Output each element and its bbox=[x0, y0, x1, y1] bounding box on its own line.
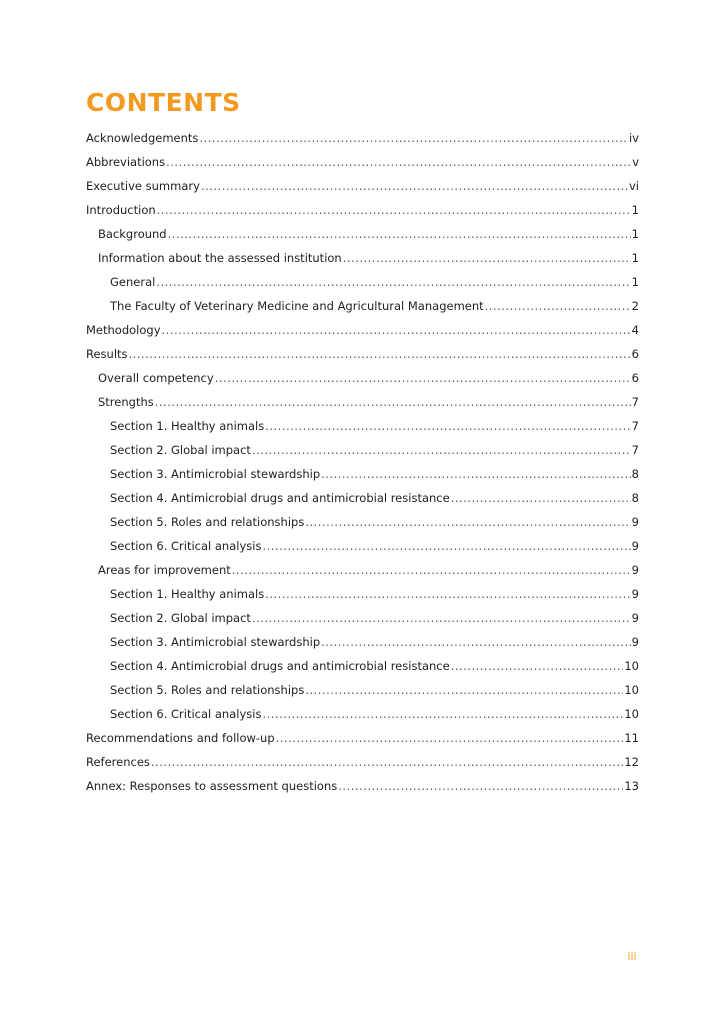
toc-entry-page: 8 bbox=[631, 467, 639, 481]
dot-leader bbox=[262, 702, 623, 726]
toc-entry[interactable] bbox=[86, 750, 639, 774]
toc-entry-label: Introduction bbox=[86, 203, 156, 217]
toc-entry[interactable] bbox=[86, 222, 639, 246]
dot-leader bbox=[199, 126, 628, 150]
toc-entry-label: Background bbox=[98, 227, 167, 241]
toc-entry-label: Section 3. Antimicrobial stewardship bbox=[110, 635, 321, 649]
toc-entry[interactable] bbox=[86, 726, 639, 750]
dot-leader bbox=[321, 462, 631, 486]
toc-entry[interactable] bbox=[86, 606, 639, 630]
dot-leader bbox=[157, 198, 631, 222]
toc-entry-page: iv bbox=[628, 131, 639, 145]
toc-entry-label: Methodology bbox=[86, 323, 161, 337]
toc-entry[interactable] bbox=[86, 174, 639, 198]
dot-leader bbox=[232, 558, 631, 582]
toc-entry-label: Strengths bbox=[98, 395, 154, 409]
dot-leader bbox=[252, 438, 631, 462]
toc-entry-page: v bbox=[632, 155, 639, 169]
toc-entry-page: 1 bbox=[631, 227, 639, 241]
toc-entry-page: 9 bbox=[631, 563, 639, 577]
toc-entry[interactable] bbox=[86, 414, 639, 438]
toc-entry-label: Annex: Responses to assessment questions bbox=[86, 779, 338, 793]
toc-entry[interactable] bbox=[86, 654, 639, 678]
toc-entry-label: Abbreviations bbox=[86, 155, 166, 169]
dot-leader bbox=[485, 294, 631, 318]
dot-leader bbox=[276, 726, 624, 750]
toc-entry-page: 4 bbox=[631, 323, 639, 337]
toc-entry-label: Section 6. Critical analysis bbox=[110, 707, 262, 721]
toc-entry[interactable] bbox=[86, 366, 639, 390]
toc-entry-label: Section 2. Global impact bbox=[110, 611, 251, 625]
page-title: CONTENTS bbox=[86, 88, 241, 117]
toc-entry-page: 7 bbox=[631, 443, 639, 457]
toc-entry-page: 9 bbox=[631, 587, 639, 601]
toc-entry[interactable] bbox=[86, 774, 639, 798]
toc-entry[interactable] bbox=[86, 270, 639, 294]
toc-entry-page: 6 bbox=[631, 371, 639, 385]
toc-entry-page: 6 bbox=[631, 347, 639, 361]
toc-entry-label: Section 1. Healthy animals bbox=[110, 419, 265, 433]
toc-entry-label: Executive summary bbox=[86, 179, 200, 193]
toc-entry-label: Results bbox=[86, 347, 128, 361]
toc-entry-label: Section 2. Global impact bbox=[110, 443, 251, 457]
toc-entry-label: Section 5. Roles and relationships bbox=[110, 515, 305, 529]
dot-leader bbox=[168, 222, 631, 246]
toc-entry-label: Section 3. Antimicrobial stewardship bbox=[110, 467, 321, 481]
toc-entry-page: 7 bbox=[631, 395, 639, 409]
dot-leader bbox=[338, 774, 623, 798]
toc-entry-page: 10 bbox=[624, 683, 639, 697]
toc-entry-page: 12 bbox=[624, 755, 639, 769]
toc-entry-page: 1 bbox=[631, 251, 639, 265]
toc-entry-page: 10 bbox=[624, 707, 639, 721]
toc-entry[interactable] bbox=[86, 582, 639, 606]
table-of-contents bbox=[86, 126, 639, 798]
toc-entry-page: 1 bbox=[631, 203, 639, 217]
toc-entry-label: Overall competency bbox=[98, 371, 214, 385]
toc-entry-page: 9 bbox=[631, 611, 639, 625]
toc-entry[interactable] bbox=[86, 318, 639, 342]
toc-entry[interactable] bbox=[86, 246, 639, 270]
toc-entry-page: 2 bbox=[631, 299, 639, 313]
toc-entry[interactable] bbox=[86, 534, 639, 558]
toc-entry-label: Section 6. Critical analysis bbox=[110, 539, 262, 553]
toc-entry-label: Recommendations and follow-up bbox=[86, 731, 275, 745]
dot-leader bbox=[451, 486, 631, 510]
toc-entry-label: Areas for improvement bbox=[98, 563, 231, 577]
toc-entry[interactable] bbox=[86, 342, 639, 366]
toc-entry[interactable] bbox=[86, 294, 639, 318]
dot-leader bbox=[265, 414, 630, 438]
toc-entry-label: Information about the assessed institution bbox=[98, 251, 342, 265]
dot-leader bbox=[321, 630, 631, 654]
toc-entry-label: Section 4. Antimicrobial drugs and antimicrobial resistance bbox=[110, 491, 450, 505]
toc-entry-label: Section 5. Roles and relationships bbox=[110, 683, 305, 697]
dot-leader bbox=[162, 318, 631, 342]
toc-entry[interactable] bbox=[86, 198, 639, 222]
page-number: iii bbox=[627, 950, 637, 963]
toc-entry-label: Section 1. Healthy animals bbox=[110, 587, 265, 601]
toc-entry-label: Acknowledgements bbox=[86, 131, 199, 145]
toc-entry-page: 9 bbox=[631, 635, 639, 649]
dot-leader bbox=[155, 390, 631, 414]
toc-entry-label: References bbox=[86, 755, 150, 769]
toc-entry[interactable] bbox=[86, 702, 639, 726]
toc-entry[interactable] bbox=[86, 462, 639, 486]
dot-leader bbox=[252, 606, 631, 630]
dot-leader bbox=[156, 270, 630, 294]
toc-entry-label: General bbox=[110, 275, 156, 289]
dot-leader bbox=[451, 654, 624, 678]
dot-leader bbox=[265, 582, 630, 606]
toc-entry-page: 8 bbox=[631, 491, 639, 505]
toc-entry-page: 9 bbox=[631, 539, 639, 553]
toc-entry-page: 9 bbox=[631, 515, 639, 529]
toc-entry[interactable] bbox=[86, 510, 639, 534]
toc-entry[interactable] bbox=[86, 126, 639, 150]
dot-leader bbox=[305, 510, 630, 534]
toc-entry-page: 13 bbox=[624, 779, 639, 793]
dot-leader bbox=[151, 750, 623, 774]
toc-entry[interactable] bbox=[86, 150, 639, 174]
dot-leader bbox=[305, 678, 623, 702]
toc-entry-page: vi bbox=[628, 179, 639, 193]
toc-entry-page: 11 bbox=[624, 731, 639, 745]
dot-leader bbox=[262, 534, 630, 558]
toc-entry-page: 7 bbox=[631, 419, 639, 433]
toc-entry[interactable] bbox=[86, 630, 639, 654]
dot-leader bbox=[343, 246, 631, 270]
toc-entry[interactable] bbox=[86, 678, 639, 702]
dot-leader bbox=[129, 342, 631, 366]
dot-leader bbox=[166, 150, 631, 174]
toc-entry[interactable] bbox=[86, 558, 639, 582]
toc-entry[interactable] bbox=[86, 390, 639, 414]
toc-entry-label: Section 4. Antimicrobial drugs and antimicrobial resistance bbox=[110, 659, 450, 673]
toc-entry[interactable] bbox=[86, 438, 639, 462]
toc-entry-page: 1 bbox=[631, 275, 639, 289]
toc-entry-page: 10 bbox=[624, 659, 639, 673]
toc-entry-label: The Faculty of Veterinary Medicine and Agricultural Management bbox=[110, 299, 484, 313]
dot-leader bbox=[215, 366, 631, 390]
dot-leader bbox=[201, 174, 628, 198]
toc-entry[interactable] bbox=[86, 486, 639, 510]
